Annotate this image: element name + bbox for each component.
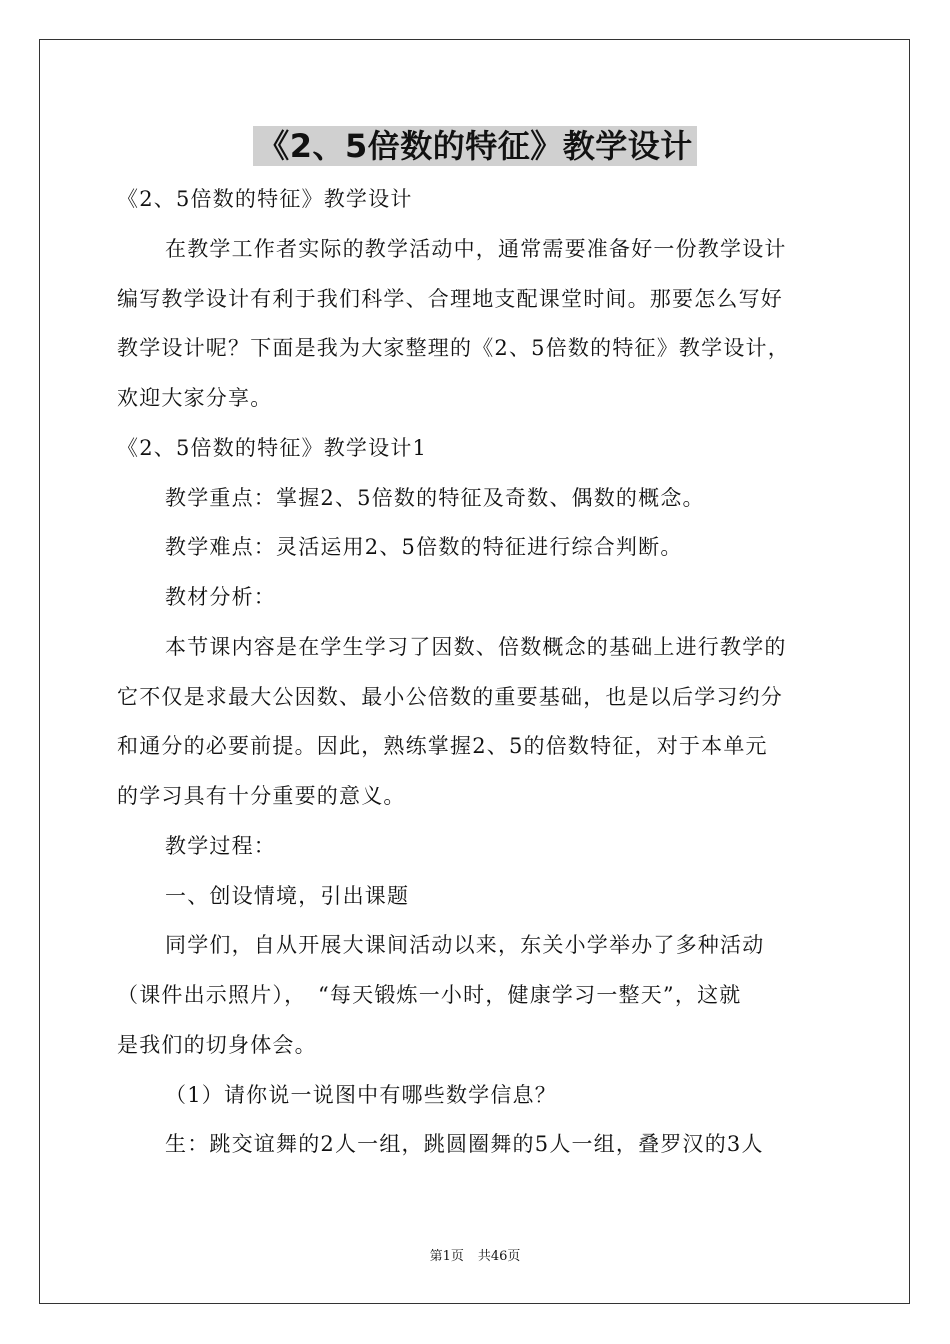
page-border — [39, 39, 910, 1304]
paragraph-line: 教学重点：掌握2、5倍数的特征及奇数、偶数的概念。 — [165, 486, 705, 510]
paragraph-line: 是我们的切身体会。 — [117, 1033, 317, 1057]
subtitle-line: 《2、5倍数的特征》教学设计 — [117, 187, 413, 211]
document-title-wrap — [0, 126, 950, 166]
page-footer — [0, 1248, 950, 1266]
paragraph-line: 编写教学设计有利于我们科学、合理地支配课堂时间。那要怎么写好 — [117, 287, 783, 311]
paragraph-line: 教材分析： — [165, 585, 276, 609]
paragraph-line: 在教学工作者实际的教学活动中，通常需要准备好一份教学设计 — [165, 237, 787, 261]
page-number: 第1页 — [429, 1249, 464, 1264]
paragraph-line: 教学过程： — [165, 834, 276, 858]
page-total: 共46页 — [477, 1249, 521, 1264]
paragraph-line: 同学们，自从开展大课间活动以来，东关小学举办了多种活动 — [165, 933, 765, 957]
paragraph-line: （1）请你说一说图中有哪些数学信息？ — [165, 1083, 557, 1107]
paragraph-line: 一、创设情境，引出课题 — [165, 884, 410, 908]
paragraph-line: （课件出示照片）， “每天锻炼一小时，健康学习一整天”，这就 — [117, 983, 742, 1007]
paragraph-line: 它不仅是求最大公因数、最小公倍数的重要基础，也是以后学习约分 — [117, 685, 783, 709]
section-heading: 《2、5倍数的特征》教学设计1 — [117, 436, 428, 460]
document-title: 《2、5倍数的特征》教学设计 — [253, 126, 697, 166]
paragraph-line: 和通分的必要前提。因此，熟练掌握2、5的倍数特征，对于本单元 — [117, 734, 768, 758]
paragraph-line: 欢迎大家分享。 — [117, 386, 273, 410]
paragraph-line: 本节课内容是在学生学习了因数、倍数概念的基础上进行教学的 — [165, 635, 787, 659]
paragraph-line: 教学难点：灵活运用2、5倍数的特征进行综合判断。 — [165, 535, 683, 559]
paragraph-line: 生：跳交谊舞的2人一组，跳圆圈舞的5人一组，叠罗汉的3人 — [165, 1132, 764, 1156]
paragraph-line: 教学设计呢？下面是我为大家整理的《2、5倍数的特征》教学设计， — [117, 336, 790, 360]
paragraph-line: 的学习具有十分重要的意义。 — [117, 784, 406, 808]
